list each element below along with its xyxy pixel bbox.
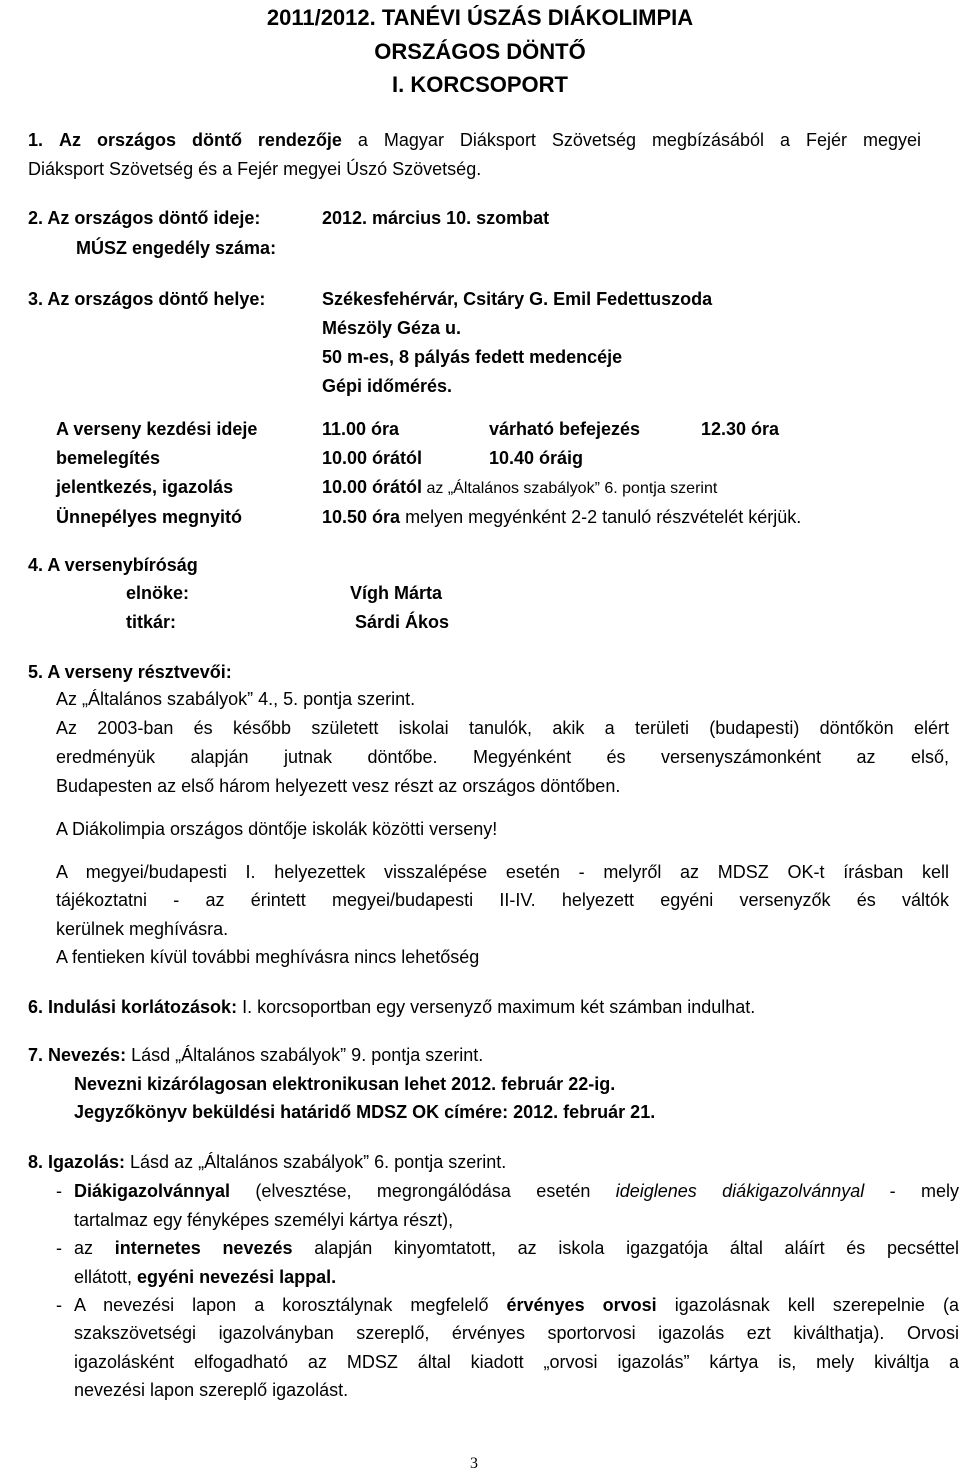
bullet-dash-1: - <box>56 1181 62 1201</box>
secretary-label: titkár: <box>126 612 177 632</box>
section-2-permit-label: MÚSZ engedély száma: <box>76 238 277 258</box>
bullet-dash-2: - <box>56 1238 62 1258</box>
section-7-deadline: Nevezni kizárólagosan elektronikusan lehet 2012. február 22-ig. <box>74 1074 616 1094</box>
bullet-2-text-a: az <box>74 1238 115 1258</box>
section-3-label: 3. Az országos döntő helye: <box>28 289 266 309</box>
venue-name: Székesfehérvár, Csitáry G. Emil Fedettuszoda <box>322 289 713 309</box>
start-label: A verseny kezdési ideje <box>56 419 258 439</box>
bullet-1-text-a: (elvesztése, megrongálódása esetén <box>230 1181 616 1201</box>
section-7 <box>28 1044 483 1066</box>
warmup-label: bemelegítés <box>56 448 161 468</box>
venue-pool: 50 m-es, 8 pályás fedett medencéje <box>322 347 623 367</box>
end-label: várható befejezés <box>489 419 641 439</box>
section-6-heading: 6. Indulási korlátozások: <box>28 997 238 1017</box>
section-5-line-2: Az 2003-ban és később született iskolai tanulók, akik a területi (budapesti) döntőkön elért <box>56 718 949 738</box>
section-5-line-7: tájékoztatni - az érintett megyei/budapesti II-IV. helyezett egyéni versenyzők és váltók <box>56 890 949 910</box>
opening-value <box>322 506 801 528</box>
section-5-line-6: A megyei/budapesti I. helyezettek visszalépése esetén - melyről az MDSZ OK-t írásban kell <box>56 862 949 882</box>
bullet-3-text-a: A nevezési lapon a korosztálynak megfelelő <box>74 1295 507 1315</box>
section-1-heading: Az országos döntő rendezője <box>59 130 342 150</box>
section-8-heading: 8. Igazolás: <box>28 1152 126 1172</box>
page-number: 3 <box>470 1455 478 1472</box>
end-value: 12.30 óra <box>701 419 780 439</box>
section-2-label: 2. Az országos döntő ideje: <box>28 208 261 228</box>
section-8-text: Lásd az „Általános szabályok” 6. pontja szerint. <box>125 1152 507 1172</box>
bullet-1-italic: ideiglenes diákigazolvánnyal <box>615 1181 865 1201</box>
opening-note: melyen megyénként 2-2 tanuló részvételét kérjük. <box>400 507 802 527</box>
bullet-3-line-2: szakszövetségi igazolványban szereplő, érvényes sportorvosi igazolás ezt kiválthatja). Orvosi <box>74 1323 959 1343</box>
section-5-line-3: eredményük alapján jutnak döntőbe. Megyénként és versenyszámonként az első, <box>56 747 949 767</box>
start-value: 11.00 óra <box>322 419 400 439</box>
bullet-3-text-b: igazolásnak kell szerepelnie (a <box>656 1295 959 1315</box>
bullet-3-bold: érvényes orvosi <box>506 1295 657 1315</box>
bullet-1-text-b: - mely <box>864 1181 960 1201</box>
section-1-number: 1. <box>28 130 44 150</box>
registration-label: jelentkezés, igazolás <box>56 477 234 497</box>
bullet-1-line-1 <box>74 1180 959 1202</box>
section-4-title: 4. A versenybíróság <box>28 555 198 575</box>
bullet-2-bold-2: egyéni nevezési lappal. <box>137 1267 337 1287</box>
bullet-dash-3: - <box>56 1295 62 1315</box>
bullet-2-bold: internetes nevezés <box>114 1238 293 1258</box>
document-title: 2011/2012. TANÉVI ÚSZÁS DIÁKOLIMPIA <box>266 5 694 30</box>
section-6-text: I. korcsoportban egy versenyző maximum két számban indulhat. <box>237 997 756 1017</box>
registration-value <box>322 476 717 500</box>
section-2-date: 2012. március 10. szombat <box>322 208 550 228</box>
section-5-line-8: kerülnek meghívásra. <box>56 919 229 939</box>
chair-name: Vígh Márta <box>350 583 443 603</box>
warmup-to: 10.40 óráig <box>489 448 584 468</box>
venue-street: Mészöly Géza u. <box>322 318 462 338</box>
section-5-line-9: A fentieken kívül további meghívásra nincs lehetőség <box>56 947 480 967</box>
document-subtitle: ORSZÁGOS DÖNTŐ <box>374 39 586 64</box>
section-7-report-deadline: Jegyzőkönyv beküldési határidő MDSZ OK címére: 2012. február 21. <box>74 1102 656 1122</box>
section-5-title: 5. A verseny résztvevői: <box>28 662 232 682</box>
section-5-line-1: Az „Általános szabályok” 4., 5. pontja szerint. <box>56 689 416 709</box>
bullet-2-line-2 <box>74 1266 336 1288</box>
warmup-from: 10.00 órától <box>322 448 423 468</box>
bullet-3-line-1 <box>74 1294 959 1316</box>
opening-label: Ünnepélyes megnyitó <box>56 507 243 527</box>
section-7-text: Lásd „Általános szabályok” 9. pontja szerint. <box>126 1045 484 1065</box>
venue-timing: Gépi időmérés. <box>322 376 453 396</box>
section-5-line-4: Budapesten az első három helyezett vesz részt az országos döntőben. <box>56 776 621 796</box>
section-6 <box>28 996 755 1018</box>
bullet-2-text-c: ellátott, <box>74 1267 138 1287</box>
section-1-text: a Magyar Diáksport Szövetség megbízásából a Fejér megyei <box>341 130 921 150</box>
bullet-2-line-1 <box>74 1237 959 1259</box>
age-group-title: I. KORCSOPORT <box>391 72 568 97</box>
bullet-2-text-b: alapján kinyomtatott, az iskola igazgatója által aláírt és pecséttel <box>292 1238 960 1258</box>
opening-time: 10.50 óra <box>322 507 401 527</box>
bullet-3-line-4: nevezési lapon szereplő igazolást. <box>74 1380 349 1400</box>
registration-note: az „Általános szabályok” 6. pontja szerint <box>422 480 718 497</box>
section-8 <box>28 1151 506 1173</box>
section-5-line-5: A Diákolimpia országos döntője iskolák közötti verseny! <box>56 819 498 839</box>
section-1-line-1 <box>28 129 921 151</box>
registration-time: 10.00 órától <box>322 477 423 497</box>
chair-label: elnöke: <box>126 583 190 603</box>
section-1-line-2: Diáksport Szövetség és a Fejér megyei Úszó Szövetség. <box>28 159 482 179</box>
bullet-3-line-3: igazolásként elfogadható az MDSZ által kiadott „orvosi igazolás” kártya is, mely kiváltja a <box>74 1352 959 1372</box>
section-7-heading: 7. Nevezés: <box>28 1045 127 1065</box>
bullet-1-bold: Diákigazolvánnyal <box>74 1181 231 1201</box>
secretary-name: Sárdi Ákos <box>355 612 450 632</box>
bullet-1-line-2: tartalmaz egy fényképes személyi kártya részt), <box>74 1210 454 1230</box>
